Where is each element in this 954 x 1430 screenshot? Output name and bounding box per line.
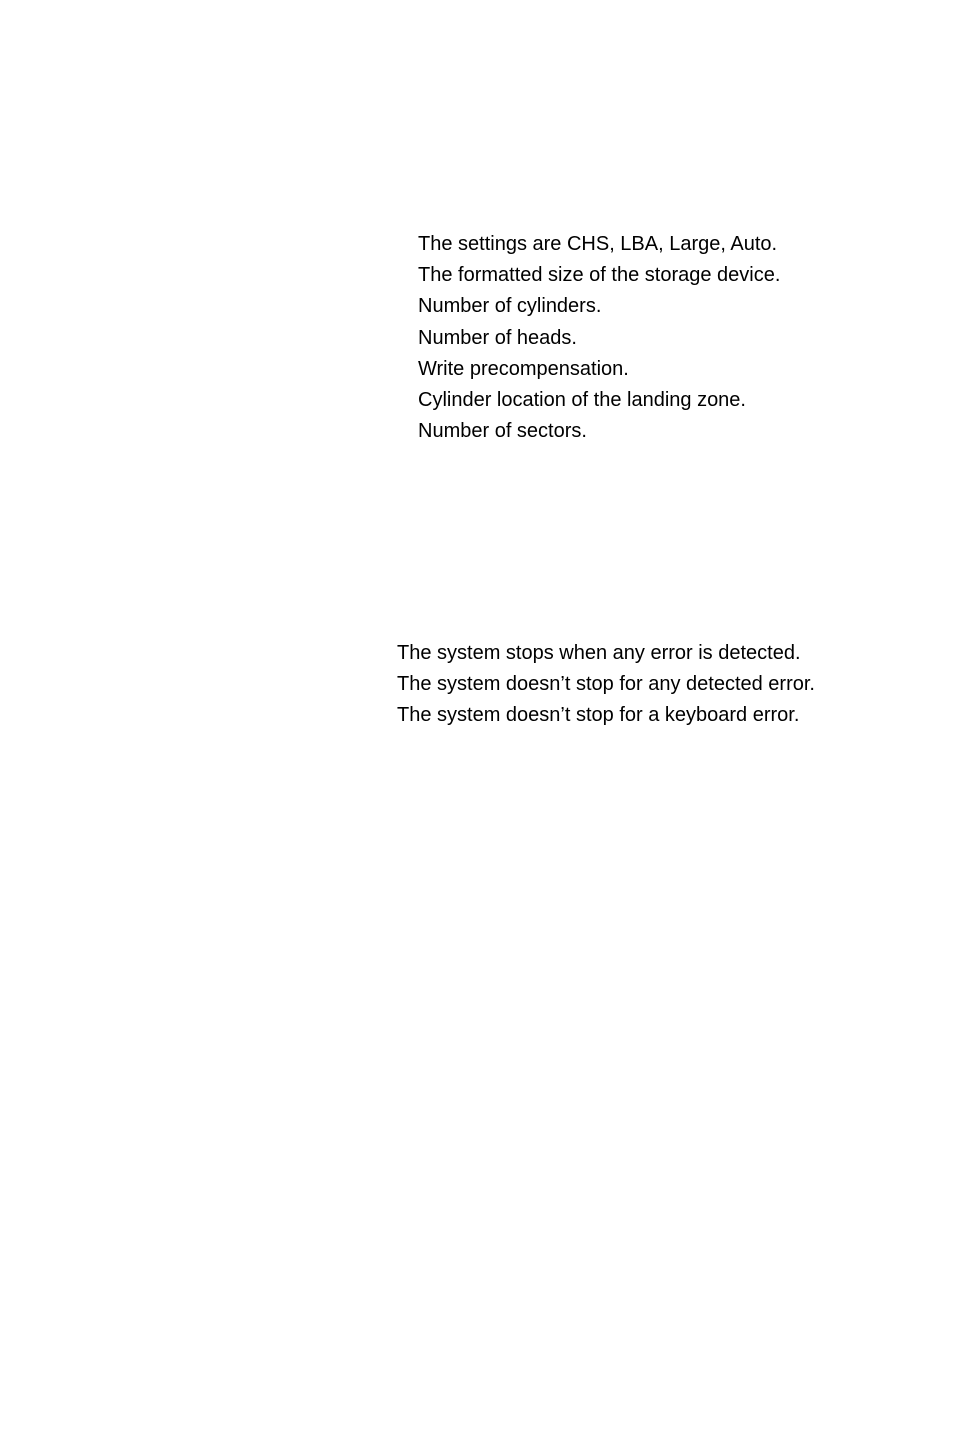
description-no-errors: The system doesn’t stop for any detected error. xyxy=(397,673,815,696)
halt-on-descriptions xyxy=(397,638,815,732)
description-all-but-keyboard: The system doesn’t stop for a keyboard error. xyxy=(397,704,800,727)
description-landing-zone: Cylinder location of the landing zone. xyxy=(418,389,746,412)
description-precomp: Write precompensation. xyxy=(418,357,629,380)
description-cylinders: Number of cylinders. xyxy=(418,295,602,318)
description-type: The settings are CHS, LBA, Large, Auto. xyxy=(418,233,778,255)
description-size: The formatted size of the storage device. xyxy=(418,264,781,287)
hdd-settings-descriptions xyxy=(418,229,780,447)
description-sectors: Number of sectors. xyxy=(418,420,587,443)
description-heads: Number of heads. xyxy=(418,326,577,349)
description-all-errors: The system stops when any error is detected. xyxy=(397,642,801,664)
